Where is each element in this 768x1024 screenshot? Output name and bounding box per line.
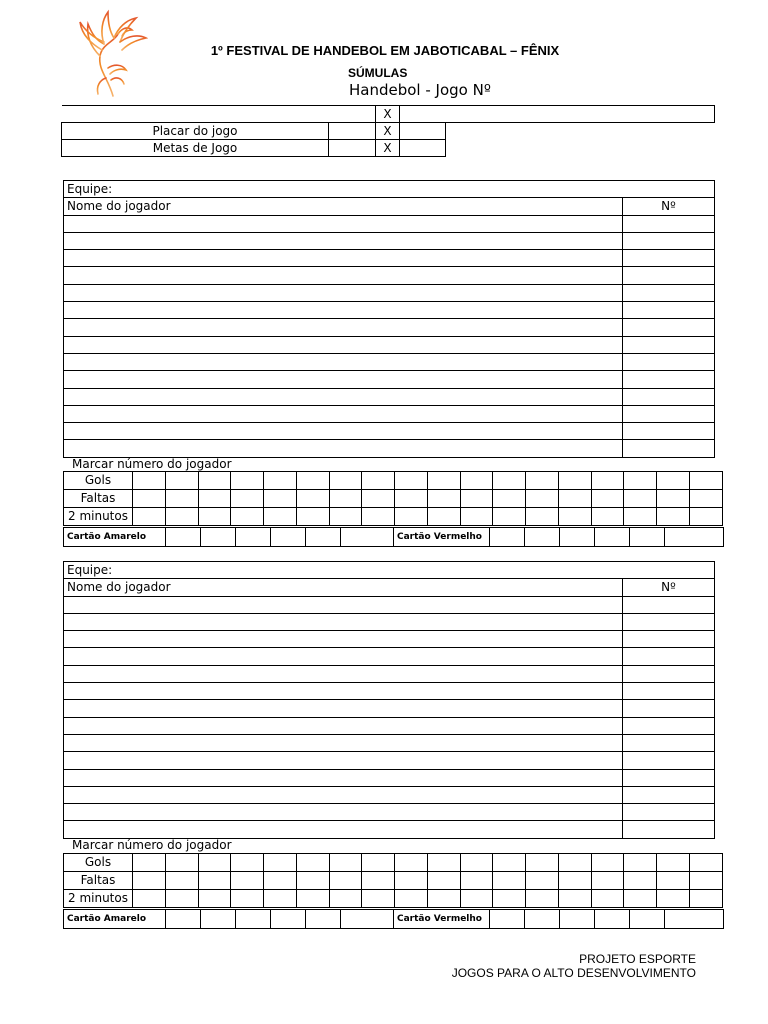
two-minutes-label: 2 minutos [64, 508, 133, 526]
player-name-cell[interactable] [64, 596, 623, 613]
fouls-cell[interactable] [493, 872, 526, 890]
player-number-cell[interactable] [623, 665, 715, 682]
player-name-cell[interactable] [64, 804, 623, 821]
red-card-cell[interactable] [595, 910, 630, 929]
two-minutes-cell[interactable] [526, 508, 559, 526]
fouls-cell[interactable] [427, 872, 460, 890]
fouls-cell[interactable] [133, 872, 166, 890]
table-row [64, 405, 715, 422]
two-minutes-cell[interactable] [362, 890, 395, 908]
team-2-cards-table [63, 909, 724, 929]
player-number-cell[interactable] [623, 353, 715, 370]
red-card-label: Cartão Vermelho [394, 910, 490, 929]
page-subtitle: SÚMULAS [348, 66, 408, 80]
table-row [64, 804, 715, 821]
red-card-cell[interactable] [595, 528, 630, 547]
player-number-cell[interactable] [623, 371, 715, 388]
player-name-cell[interactable] [64, 683, 623, 700]
goals-cell[interactable] [264, 854, 297, 872]
two-minutes-cell[interactable] [493, 508, 526, 526]
fouls-cell[interactable] [133, 490, 166, 508]
goals-cell[interactable] [591, 854, 624, 872]
goals-cell[interactable] [395, 854, 428, 872]
phoenix-logo-icon [78, 8, 148, 100]
yellow-card-cell[interactable] [306, 528, 341, 547]
yellow-card-cell[interactable] [306, 910, 341, 929]
player-number-cell[interactable] [623, 821, 715, 838]
page-title: 1º FESTIVAL DE HANDEBOL EM JABOTICABAL – FÊNIX [210, 43, 560, 58]
red-card-cell[interactable] [665, 528, 724, 547]
goals-team-b-cell[interactable] [400, 140, 446, 157]
red-card-cell[interactable] [490, 910, 525, 929]
goals-label: Gols [64, 854, 133, 872]
score-team-b-cell[interactable] [400, 123, 446, 140]
table-row [64, 821, 715, 838]
player-name-cell[interactable] [64, 734, 623, 751]
two-minutes-cell[interactable] [690, 508, 723, 526]
table-row [64, 388, 715, 405]
two-minutes-cell[interactable] [296, 890, 329, 908]
goals-cell[interactable] [657, 472, 690, 490]
team-2-players-table [63, 561, 715, 839]
table-row [64, 508, 723, 526]
goals-cell[interactable] [460, 854, 493, 872]
table-row [64, 440, 715, 457]
player-name-cell[interactable] [64, 405, 623, 422]
fouls-cell[interactable] [460, 872, 493, 890]
goals-cell[interactable] [133, 472, 166, 490]
goals-cell[interactable] [558, 472, 591, 490]
fouls-label: Faltas [64, 872, 133, 890]
player-name-cell[interactable] [64, 232, 623, 249]
player-name-cell[interactable] [64, 267, 623, 284]
fouls-cell[interactable] [296, 872, 329, 890]
player-name-cell[interactable] [64, 440, 623, 457]
table-row [64, 232, 715, 249]
player-name-cell[interactable] [64, 769, 623, 786]
goals-cell[interactable] [198, 854, 231, 872]
yellow-card-label: Cartão Amarelo [64, 910, 166, 929]
player-number-cell[interactable] [623, 405, 715, 422]
two-minutes-cell[interactable] [264, 508, 297, 526]
score-table [61, 105, 715, 157]
number-header: Nº [623, 579, 715, 596]
footer-line-1: PROJETO ESPORTE [579, 952, 696, 966]
red-card-cell[interactable] [525, 528, 560, 547]
game-number-label: Handebol - Jogo Nº [349, 81, 491, 99]
player-name-cell[interactable] [64, 700, 623, 717]
red-card-cell[interactable] [490, 528, 525, 547]
player-name-cell[interactable] [64, 336, 623, 353]
fouls-cell[interactable] [329, 872, 362, 890]
fouls-cell[interactable] [395, 872, 428, 890]
fouls-cell[interactable] [624, 490, 657, 508]
two-minutes-cell[interactable] [395, 508, 428, 526]
goals-cell[interactable] [690, 472, 723, 490]
goals-cell[interactable] [165, 854, 198, 872]
team-2-stats-table [63, 853, 723, 908]
player-number-cell[interactable] [623, 215, 715, 232]
team-1-cards-table [63, 527, 724, 547]
footer [452, 952, 696, 980]
table-row [64, 423, 715, 440]
team-1-players-table [63, 180, 715, 458]
red-card-cell[interactable] [630, 910, 665, 929]
fouls-cell[interactable] [362, 872, 395, 890]
red-card-cell[interactable] [560, 910, 595, 929]
team-b-name-cell[interactable] [400, 106, 715, 123]
goals-cell[interactable] [395, 472, 428, 490]
player-number-cell[interactable] [623, 267, 715, 284]
table-row [64, 717, 715, 734]
goals-cell[interactable] [165, 472, 198, 490]
fouls-cell[interactable] [198, 490, 231, 508]
two-minutes-cell[interactable] [558, 890, 591, 908]
goals-cell[interactable] [493, 854, 526, 872]
table-row [64, 665, 715, 682]
table-row [64, 734, 715, 751]
two-minutes-cell[interactable] [165, 890, 198, 908]
goals-cell[interactable] [460, 472, 493, 490]
table-row [64, 284, 715, 301]
goals-label: Metas de Jogo [62, 140, 329, 157]
yellow-card-cell[interactable] [341, 528, 394, 547]
fouls-cell[interactable] [591, 872, 624, 890]
player-name-cell[interactable] [64, 613, 623, 630]
table-row [64, 490, 723, 508]
fouls-cell[interactable] [657, 490, 690, 508]
fouls-cell[interactable] [624, 872, 657, 890]
two-minutes-cell[interactable] [690, 890, 723, 908]
player-number-cell[interactable] [623, 319, 715, 336]
goals-cell[interactable] [624, 854, 657, 872]
fouls-cell[interactable] [198, 872, 231, 890]
goals-cell[interactable] [329, 854, 362, 872]
fouls-cell[interactable] [296, 490, 329, 508]
player-name-cell[interactable] [64, 302, 623, 319]
versus-mark: X [376, 123, 400, 140]
two-minutes-cell[interactable] [460, 890, 493, 908]
two-minutes-cell[interactable] [395, 890, 428, 908]
goals-cell[interactable] [690, 854, 723, 872]
goals-cell[interactable] [427, 472, 460, 490]
table-row [64, 353, 715, 370]
empty-cell [446, 123, 715, 140]
goals-cell[interactable] [264, 472, 297, 490]
fouls-cell[interactable] [657, 872, 690, 890]
red-card-label: Cartão Vermelho [394, 528, 490, 547]
goals-cell[interactable] [296, 854, 329, 872]
player-number-cell[interactable] [623, 648, 715, 665]
player-name-cell[interactable] [64, 388, 623, 405]
player-number-cell[interactable] [623, 631, 715, 648]
player-name-cell[interactable] [64, 752, 623, 769]
table-row [64, 319, 715, 336]
table-row [64, 890, 723, 908]
goals-cell[interactable] [591, 472, 624, 490]
player-name-cell[interactable] [64, 215, 623, 232]
goals-cell[interactable] [493, 472, 526, 490]
fouls-cell[interactable] [460, 490, 493, 508]
goals-team-a-cell[interactable] [329, 140, 376, 157]
yellow-card-label: Cartão Amarelo [64, 528, 166, 547]
fouls-cell[interactable] [231, 872, 264, 890]
goals-cell[interactable] [558, 854, 591, 872]
table-row [64, 336, 715, 353]
fouls-cell[interactable] [690, 872, 723, 890]
player-name-cell[interactable] [64, 284, 623, 301]
yellow-card-cell[interactable] [166, 528, 201, 547]
player-number-cell[interactable] [623, 388, 715, 405]
player-name-cell[interactable] [64, 371, 623, 388]
two-minutes-cell[interactable] [165, 508, 198, 526]
two-minutes-cell[interactable] [198, 890, 231, 908]
score-team-a-cell[interactable] [329, 123, 376, 140]
two-minutes-cell[interactable] [329, 508, 362, 526]
two-minutes-cell[interactable] [296, 508, 329, 526]
fouls-cell[interactable] [427, 490, 460, 508]
table-row [64, 472, 723, 490]
two-minutes-cell[interactable] [657, 890, 690, 908]
table-row [64, 215, 715, 232]
fouls-cell[interactable] [395, 490, 428, 508]
table-row [64, 700, 715, 717]
table-row [64, 769, 715, 786]
fouls-cell[interactable] [264, 872, 297, 890]
two-minutes-cell[interactable] [624, 890, 657, 908]
goals-cell[interactable] [526, 472, 559, 490]
team-1-stats-table [63, 471, 723, 526]
goals-label: Gols [64, 472, 133, 490]
red-card-cell[interactable] [560, 528, 595, 547]
red-card-cell[interactable] [630, 528, 665, 547]
player-name-cell[interactable] [64, 250, 623, 267]
table-row [64, 267, 715, 284]
goals-cell[interactable] [362, 854, 395, 872]
versus-mark: X [376, 140, 400, 157]
table-row [64, 683, 715, 700]
player-number-cell[interactable] [623, 613, 715, 630]
goals-cell[interactable] [526, 854, 559, 872]
player-number-cell[interactable] [623, 596, 715, 613]
empty-cell [446, 140, 715, 157]
player-name-cell[interactable] [64, 319, 623, 336]
red-card-cell[interactable] [665, 910, 724, 929]
table-row [64, 786, 715, 803]
table-row [64, 752, 715, 769]
footer-line-2: JOGOS PARA O ALTO DESENVOLVIMENTO [451, 966, 696, 980]
two-minutes-cell[interactable] [198, 508, 231, 526]
two-minutes-cell[interactable] [264, 890, 297, 908]
player-name-cell[interactable] [64, 786, 623, 803]
mark-player-number-label: Marcar número do jogador [72, 838, 232, 852]
fouls-cell[interactable] [526, 490, 559, 508]
player-number-cell[interactable] [623, 717, 715, 734]
table-row [64, 613, 715, 630]
player-number-cell[interactable] [623, 752, 715, 769]
two-minutes-cell[interactable] [591, 508, 624, 526]
fouls-cell[interactable] [362, 490, 395, 508]
table-row [64, 872, 723, 890]
fouls-cell[interactable] [329, 490, 362, 508]
fouls-cell[interactable] [558, 872, 591, 890]
player-name-cell[interactable] [64, 423, 623, 440]
goals-cell[interactable] [133, 854, 166, 872]
red-card-cell[interactable] [525, 910, 560, 929]
table-row [64, 250, 715, 267]
yellow-card-cell[interactable] [236, 528, 271, 547]
player-number-cell[interactable] [623, 683, 715, 700]
player-number-cell[interactable] [623, 804, 715, 821]
player-number-cell[interactable] [623, 423, 715, 440]
table-row [64, 631, 715, 648]
table-row [64, 371, 715, 388]
player-name-cell[interactable] [64, 665, 623, 682]
fouls-label: Faltas [64, 490, 133, 508]
table-row [64, 302, 715, 319]
team-a-name-cell[interactable] [62, 106, 376, 123]
two-minutes-cell[interactable] [558, 508, 591, 526]
yellow-card-cell[interactable] [271, 528, 306, 547]
two-minutes-cell[interactable] [526, 890, 559, 908]
goals-cell[interactable] [329, 472, 362, 490]
yellow-card-cell[interactable] [236, 910, 271, 929]
number-header: Nº [623, 198, 715, 215]
goals-cell[interactable] [198, 472, 231, 490]
two-minutes-cell[interactable] [133, 508, 166, 526]
fouls-cell[interactable] [558, 490, 591, 508]
team-label: Equipe: [64, 562, 715, 579]
fouls-cell[interactable] [526, 872, 559, 890]
goals-cell[interactable] [296, 472, 329, 490]
yellow-card-cell[interactable] [201, 910, 236, 929]
two-minutes-cell[interactable] [362, 508, 395, 526]
yellow-card-cell[interactable] [201, 528, 236, 547]
fouls-cell[interactable] [591, 490, 624, 508]
table-row [64, 596, 715, 613]
player-name-cell[interactable] [64, 648, 623, 665]
mark-player-number-label: Marcar número do jogador [72, 457, 232, 471]
two-minutes-cell[interactable] [427, 890, 460, 908]
player-number-cell[interactable] [623, 284, 715, 301]
goals-cell[interactable] [231, 854, 264, 872]
player-number-cell[interactable] [623, 250, 715, 267]
two-minutes-cell[interactable] [133, 890, 166, 908]
two-minutes-cell[interactable] [591, 890, 624, 908]
player-number-cell[interactable] [623, 302, 715, 319]
player-name-cell[interactable] [64, 717, 623, 734]
player-number-cell[interactable] [623, 769, 715, 786]
two-minutes-cell[interactable] [624, 508, 657, 526]
table-row [64, 648, 715, 665]
two-minutes-cell[interactable] [427, 508, 460, 526]
two-minutes-cell[interactable] [231, 890, 264, 908]
yellow-card-cell[interactable] [271, 910, 306, 929]
fouls-cell[interactable] [165, 490, 198, 508]
player-name-cell[interactable] [64, 353, 623, 370]
player-number-cell[interactable] [623, 700, 715, 717]
team-label: Equipe: [64, 181, 715, 198]
player-name-cell[interactable] [64, 631, 623, 648]
score-label: Placar do jogo [62, 123, 329, 140]
player-number-cell[interactable] [623, 786, 715, 803]
goals-cell[interactable] [362, 472, 395, 490]
versus-mark: X [376, 106, 400, 123]
two-minutes-label: 2 minutos [64, 890, 133, 908]
fouls-cell[interactable] [264, 490, 297, 508]
player-number-cell[interactable] [623, 232, 715, 249]
player-number-cell[interactable] [623, 734, 715, 751]
player-name-cell[interactable] [64, 821, 623, 838]
two-minutes-cell[interactable] [231, 508, 264, 526]
yellow-card-cell[interactable] [341, 910, 394, 929]
player-name-header: Nome do jogador [64, 198, 623, 215]
two-minutes-cell[interactable] [460, 508, 493, 526]
fouls-cell[interactable] [165, 872, 198, 890]
goals-cell[interactable] [427, 854, 460, 872]
goals-cell[interactable] [231, 472, 264, 490]
goals-cell[interactable] [657, 854, 690, 872]
goals-cell[interactable] [624, 472, 657, 490]
yellow-card-cell[interactable] [166, 910, 201, 929]
player-number-cell[interactable] [623, 440, 715, 457]
fouls-cell[interactable] [493, 490, 526, 508]
player-number-cell[interactable] [623, 336, 715, 353]
player-name-header: Nome do jogador [64, 579, 623, 596]
two-minutes-cell[interactable] [657, 508, 690, 526]
fouls-cell[interactable] [231, 490, 264, 508]
table-row [64, 854, 723, 872]
fouls-cell[interactable] [690, 490, 723, 508]
two-minutes-cell[interactable] [329, 890, 362, 908]
two-minutes-cell[interactable] [493, 890, 526, 908]
